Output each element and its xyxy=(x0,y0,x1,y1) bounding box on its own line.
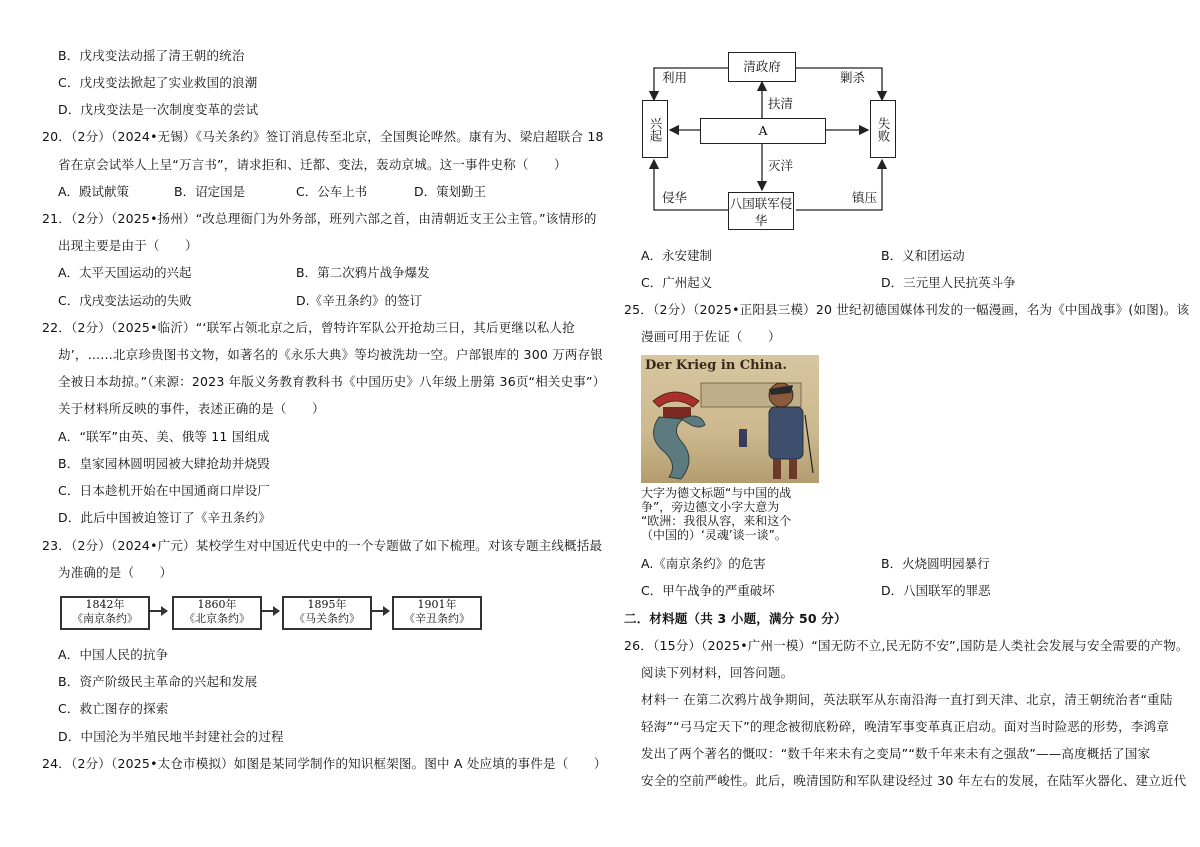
timeline-arrow-1 xyxy=(150,610,166,612)
q24-option-d[interactable]: D．三元里人民抗英斗争 xyxy=(881,275,1016,290)
diagram-node-eight-nation-alliance: 八国联军侵华 xyxy=(728,192,794,230)
timeline-box-1860: 1860年 《北京条约》 xyxy=(172,596,262,630)
q23-option-c[interactable]: C．救亡图存的探索 xyxy=(58,701,169,716)
timeline-box-1842: 1842年 《南京条约》 xyxy=(60,596,150,630)
q20-option-a[interactable]: A．殿试献策 xyxy=(58,184,130,199)
diagram-label-invade: 侵华 xyxy=(662,190,688,205)
q22-option-c[interactable]: C．日本趁机开始在中国通商口岸设厂 xyxy=(58,483,271,498)
q23-option-a[interactable]: A．中国人民的抗争 xyxy=(58,647,169,662)
q26-material1-line4: 安全的空前严峻性。此后，晚清国防和军队建设经过 30 年左右的发展，在陆军火器化、建立近代 xyxy=(641,773,1187,788)
timeline-arrow-2 xyxy=(262,610,278,612)
q21-stem-line2: 出现主要是由于（ ） xyxy=(58,238,198,253)
q25-stem-line1: 25．（2分）（2025•正阳县三模）20 世纪初德国媒体刊发的一幅漫画，名为《中国战事》(如图)。该 xyxy=(624,302,1190,317)
diagram-label-suppress-kill: 剿杀 xyxy=(840,70,866,85)
q19-option-c[interactable]: C．戊戌变法掀起了实业救国的浪潮 xyxy=(58,75,258,90)
q24-option-c[interactable]: C．广州起义 xyxy=(641,275,713,290)
section-heading-material: 二．材料题（共 3 小题，满分 50 分） xyxy=(624,611,847,626)
q26-stem-line2: 阅读下列材料，回答问题。 xyxy=(641,665,794,680)
knowledge-framework-diagram xyxy=(640,48,900,234)
treaty-timeline xyxy=(58,592,488,632)
q23-option-d[interactable]: D．中国沦为半殖民地半封建社会的过程 xyxy=(58,729,284,744)
q23-stem-line2: 为准确的是（ ） xyxy=(58,565,173,580)
cartoon-caption: 大字为德文标题“与中国的战 争”，旁边德文小字大意为 “欧洲：我很从容，来和这个 （中国的）‘灵魂’谈一谈”。 xyxy=(641,486,792,542)
q20-option-d[interactable]: D．策划勤王 xyxy=(414,184,487,199)
diagram-node-rise: 兴起 xyxy=(642,100,668,158)
q21-option-d[interactable]: D.《辛丑条约》的签订 xyxy=(296,293,423,308)
diagram-label-support-qing: 扶清 xyxy=(768,96,794,111)
q22-stem-line3: 全被日本劫掠。”（来源：2023 年版义务教育教科书《中国历史》八年级上册第 36页“相关史事”） xyxy=(58,374,606,389)
q21-option-b[interactable]: B．第二次鸦片战争爆发 xyxy=(296,265,430,280)
q20-option-b[interactable]: B．诏定国是 xyxy=(174,184,246,199)
q19-option-b[interactable]: B．戊戌变法动摇了清王朝的统治 xyxy=(58,48,245,63)
q20-option-c[interactable]: C．公车上书 xyxy=(296,184,368,199)
cartoon-drawing xyxy=(641,355,819,483)
q21-option-c[interactable]: C．戊戌变法运动的失败 xyxy=(58,293,192,308)
diagram-label-repress: 镇压 xyxy=(852,190,878,205)
q25-stem-line2: 漫画可用于佐证（ ） xyxy=(641,329,781,344)
diagram-node-qing-government: 清政府 xyxy=(728,52,796,82)
q25-option-b[interactable]: B．火烧圆明园暴行 xyxy=(881,556,990,571)
timeline-box-1895: 1895年 《马关条约》 xyxy=(282,596,372,630)
q23-option-b[interactable]: B．资产阶级民主革命的兴起和发展 xyxy=(58,674,258,689)
q25-option-d[interactable]: D．八国联军的罪恶 xyxy=(881,583,991,598)
timeline-box-1901: 1901年 《辛丑条约》 xyxy=(392,596,482,630)
q24-option-a[interactable]: A．永安建制 xyxy=(641,248,713,263)
q22-option-a[interactable]: A．“联军”由英、美、俄等 11 国组成 xyxy=(58,429,270,444)
q26-material1-line1: 材料一 在第二次鸦片战争期间，英法联军从东南沿海一直打到天津、北京，清王朝统治者“重陆 xyxy=(641,692,1173,707)
q24-option-b[interactable]: B．义和团运动 xyxy=(881,248,965,263)
q25-option-a[interactable]: A.《南京条约》的危害 xyxy=(641,556,766,571)
q24-stem: 24．（2分）（2025•太仓市模拟）如图是某同学制作的知识框架图。图中 A 处应填的事件是（ ） xyxy=(42,756,607,771)
q23-stem-line1: 23．（2分）（2024•广元）某校学生对中国近代史中的一个专题做了如下梳理。对该专题主线概括最 xyxy=(42,538,603,553)
diagram-node-a: A xyxy=(700,118,826,144)
q22-stem-line1: 22．（2分）（2025•临沂）“‘联军占领北京之后，曾特许军队公开抢劫三日，其后更继以私人抢 xyxy=(42,320,575,335)
q22-option-d[interactable]: D．此后中国被迫签订了《辛丑条约》 xyxy=(58,510,272,525)
diagram-label-destroy-foreign: 灭洋 xyxy=(768,158,794,173)
q25-option-c[interactable]: C．甲午战争的严重破坏 xyxy=(641,583,775,598)
q21-option-a[interactable]: A．太平天国运动的兴起 xyxy=(58,265,192,280)
timeline-arrow-3 xyxy=(372,610,388,612)
diagram-label-use: 利用 xyxy=(662,70,688,85)
diagram-node-failure: 失败 xyxy=(870,100,896,158)
q20-stem-line2: 省在京会试举人上呈“万言书”，请求拒和、迁都、变法，轰动京城。这一事件史称（ ） xyxy=(58,157,567,172)
cartoon-image xyxy=(641,355,819,483)
q22-stem-line2: 劫’，……北京珍贵图书文物，如著名的《永乐大典》等均被洗劫一空。户部银库的 300 万两存银 xyxy=(58,347,603,362)
q22-stem-line4: 关于材料所反映的事件，表述正确的是（ ） xyxy=(58,401,325,416)
q20-stem-line1: 20．（2分）（2024•无锡）《马关条约》签订消息传至北京，全国舆论哗然。康有为、梁启超联合 18 xyxy=(42,129,604,144)
q22-option-b[interactable]: B．皇家园林圆明园被大肆抢劫并烧毁 xyxy=(58,456,270,471)
q26-material1-line3: 发出了两个著名的慨叹：“数千年来未有之变局”“数千年来未有之强敌”——高度概括了国家 xyxy=(641,746,1151,761)
q26-material1-line2: 轻海”“弓马定天下”的理念被彻底粉碎，晚清军事变革真正启动。面对当时险恶的形势，李鸿章 xyxy=(641,719,1170,734)
q26-stem-line1: 26．（15分）（2025•广州一模）“国无防不立,民无防不安”,国防是人类社会发展与安全需要的产物。 xyxy=(624,638,1189,653)
cartoon-title: Der Krieg in China. xyxy=(645,358,787,373)
q19-option-d[interactable]: D．戊戌变法是一次制度变革的尝试 xyxy=(58,102,259,117)
q21-stem-line1: 21．（2分）（2025•扬州）“改总理衙门为外务部，班列六部之首，由清朝近支王公主管。”该情形的 xyxy=(42,211,597,226)
